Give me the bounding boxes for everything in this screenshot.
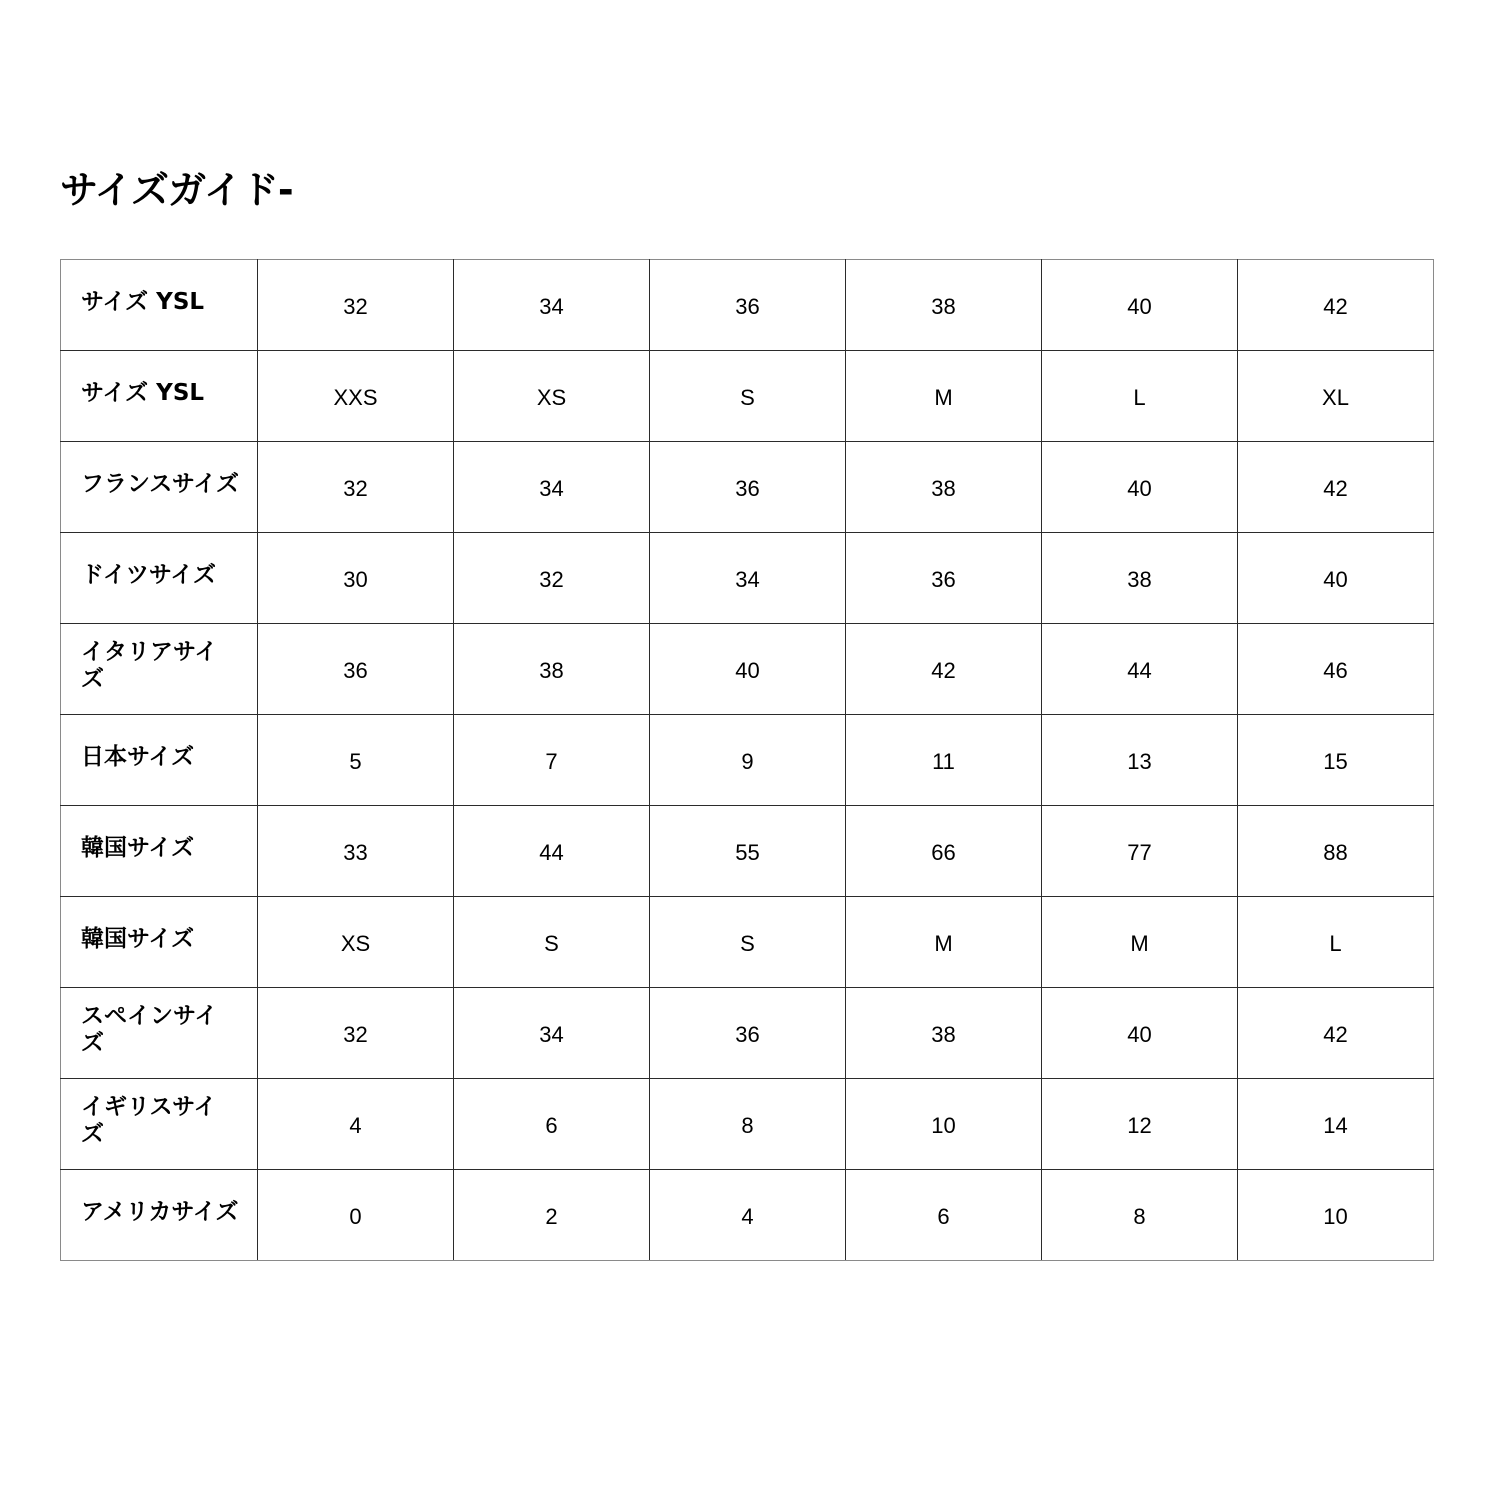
row-label: アメリカサイズ [61, 1170, 258, 1261]
row-label: フランスサイズ [61, 442, 258, 533]
table-cell: M [1042, 897, 1238, 988]
table-cell: 36 [846, 533, 1042, 624]
table-row [61, 806, 1434, 897]
table-row [61, 988, 1434, 1079]
table-cell: 36 [650, 988, 846, 1079]
table-cell: 77 [1042, 806, 1238, 897]
table-row [61, 351, 1434, 442]
table-cell: 8 [650, 1079, 846, 1170]
table-cell: S [650, 897, 846, 988]
table-cell: 40 [1238, 533, 1434, 624]
table-cell: 38 [846, 988, 1042, 1079]
table-cell: 42 [1238, 260, 1434, 351]
table-cell: 13 [1042, 715, 1238, 806]
table-cell: 4 [258, 1079, 454, 1170]
table-cell: S [650, 351, 846, 442]
table-cell: 30 [258, 533, 454, 624]
table-cell: 10 [846, 1079, 1042, 1170]
table-cell: 34 [454, 988, 650, 1079]
table-cell: 42 [846, 624, 1042, 715]
table-cell: 88 [1238, 806, 1434, 897]
row-label: 韓国サイズ [61, 806, 258, 897]
table-row [61, 1079, 1434, 1170]
table-cell: 32 [258, 988, 454, 1079]
table-row [61, 715, 1434, 806]
table-cell: XS [258, 897, 454, 988]
row-label: イギリスサイズ [61, 1079, 258, 1170]
size-guide-table [60, 259, 1434, 1261]
table-cell: 44 [1042, 624, 1238, 715]
table-cell: S [454, 897, 650, 988]
table-cell: M [846, 351, 1042, 442]
table-cell: XL [1238, 351, 1434, 442]
table-cell: 9 [650, 715, 846, 806]
table-cell: 66 [846, 806, 1042, 897]
row-label: ドイツサイズ [61, 533, 258, 624]
table-cell: 38 [846, 260, 1042, 351]
table-cell: 12 [1042, 1079, 1238, 1170]
table-cell: 40 [650, 624, 846, 715]
table-cell: 2 [454, 1170, 650, 1261]
table-cell: 7 [454, 715, 650, 806]
table-cell: 8 [1042, 1170, 1238, 1261]
row-label: イタリアサイズ [61, 624, 258, 715]
table-row [61, 1170, 1434, 1261]
table-cell: XXS [258, 351, 454, 442]
table-row [61, 442, 1434, 533]
table-cell: 36 [650, 260, 846, 351]
table-row [61, 897, 1434, 988]
table-cell: 6 [846, 1170, 1042, 1261]
table-row [61, 260, 1434, 351]
table-cell: 34 [454, 260, 650, 351]
table-cell: 38 [846, 442, 1042, 533]
row-label: サイズ YSL [61, 260, 258, 351]
table-cell: 0 [258, 1170, 454, 1261]
table-cell: 34 [650, 533, 846, 624]
table-cell: 42 [1238, 442, 1434, 533]
size-guide-table-body [61, 260, 1434, 1261]
table-cell: 34 [454, 442, 650, 533]
table-cell: 36 [650, 442, 846, 533]
table-cell: XS [454, 351, 650, 442]
table-cell: 46 [1238, 624, 1434, 715]
table-cell: 40 [1042, 988, 1238, 1079]
row-label: 日本サイズ [61, 715, 258, 806]
table-cell: 33 [258, 806, 454, 897]
table-cell: L [1238, 897, 1434, 988]
table-cell: 44 [454, 806, 650, 897]
table-cell: M [846, 897, 1042, 988]
table-cell: 4 [650, 1170, 846, 1261]
table-cell: 32 [258, 260, 454, 351]
table-cell: 14 [1238, 1079, 1434, 1170]
table-cell: 55 [650, 806, 846, 897]
table-cell: 6 [454, 1079, 650, 1170]
table-row [61, 533, 1434, 624]
row-label: 韓国サイズ [61, 897, 258, 988]
table-cell: 38 [1042, 533, 1238, 624]
table-cell: 40 [1042, 442, 1238, 533]
table-cell: 38 [454, 624, 650, 715]
table-cell: L [1042, 351, 1238, 442]
table-cell: 42 [1238, 988, 1434, 1079]
table-cell: 32 [454, 533, 650, 624]
row-label: サイズ YSL [61, 351, 258, 442]
table-cell: 11 [846, 715, 1042, 806]
table-cell: 10 [1238, 1170, 1434, 1261]
page-title: サイズガイド- [60, 168, 293, 212]
table-cell: 15 [1238, 715, 1434, 806]
row-label: スペインサイズ [61, 988, 258, 1079]
table-cell: 36 [258, 624, 454, 715]
table-cell: 5 [258, 715, 454, 806]
table-cell: 40 [1042, 260, 1238, 351]
table-row [61, 624, 1434, 715]
table-cell: 32 [258, 442, 454, 533]
